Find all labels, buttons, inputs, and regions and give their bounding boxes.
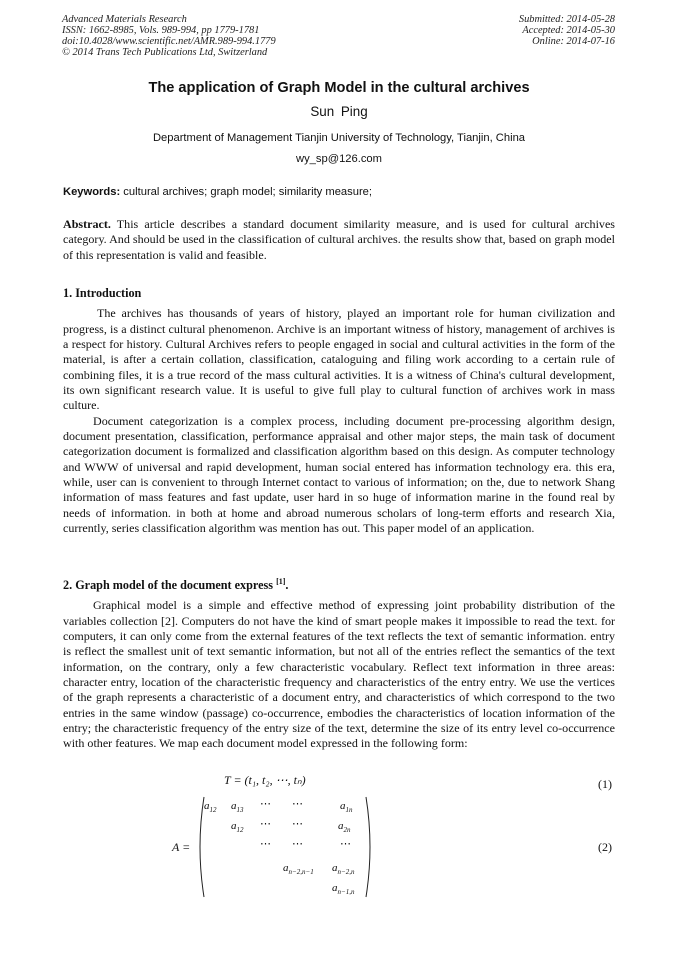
submitted-date: Submitted: 2014-05-28 bbox=[518, 14, 615, 25]
paragraph: The archives has thousands of years of history, played an important role for human civilization and progress, is a distinct cultural phenomenon. Archive is an important witness of history, management of archives is a respect for history. Cultural Archives refers to people engaged in social and cultural activities in the form of the material, is after a certain collation, classification, cataloguing and filing work according to a certain rule of combining files, it is a true record of the mass cultural activities. It is a witness of China's cultural development, its own significant research value. It is useful to give full play to cultural function of archives work in mass culture. bbox=[63, 306, 615, 413]
journal-copyright: © 2014 Trans Tech Publications Ltd, Switzerland bbox=[62, 47, 268, 58]
section-heading-end: . bbox=[285, 578, 289, 592]
matrix-entry: $a_{n-2,n}$ bbox=[332, 862, 355, 877]
matrix-dots: ⋯ bbox=[260, 798, 272, 810]
abstract bbox=[63, 217, 615, 263]
journal-doi: doi:10.4028/www.scientific.net/AMR.989-994.1779 bbox=[62, 36, 276, 47]
submission-dates bbox=[519, 14, 615, 47]
author-name: Sun Ping bbox=[310, 104, 368, 119]
keywords-text: cultural archives; graph model; similarity measure; bbox=[120, 186, 373, 198]
matrix-dots: ⋯ bbox=[340, 838, 352, 850]
journal-header bbox=[62, 14, 276, 58]
matrix-entry: $a_{1n}$ bbox=[340, 800, 353, 815]
abstract-text: This article describes a standard document similarity measure, and is used for cultural archives category. And should be used in the classification of cultural archives. the results show that, based on graph model of this representation is valid and feasible. bbox=[63, 217, 615, 262]
matrix-entry: $a_{n-2,n-1}$ bbox=[283, 862, 314, 877]
abstract-label: Abstract. bbox=[63, 217, 111, 231]
matrix-dots: ⋯ bbox=[260, 838, 272, 850]
matrix-dots: ⋯ bbox=[292, 818, 304, 830]
matrix-dots: ⋯ bbox=[292, 798, 304, 810]
online-date: Online: 2014-07-16 bbox=[532, 36, 615, 47]
section-introduction bbox=[63, 286, 615, 537]
keywords bbox=[63, 186, 615, 198]
matrix-entry: $a_{12}$ bbox=[231, 820, 244, 835]
paper-title: The application of Graph Model in the cultural archives bbox=[148, 80, 530, 96]
paragraph: Document categorization is a complex process, including document pre-processing algorithm design, document presentation, classification, performance appraisal and other major steps, the main task of document categorization document is formalized and classification algorithm based on this design. As computer technology and WWW of universal and rapid development, human social entered has information technology era. this era, while, user can is convenient to through Internet contact to various of information; on the, due to network Shang information of mass features and fast update, user hard in so huge of information marine in the found real by needs of information. in both at home and abroad numerous scholars of long-term efforts and research Xia, currently, series classification algorithm was mention has out. This paper model of an application. bbox=[63, 413, 615, 536]
section-heading: 1. Introduction bbox=[63, 286, 142, 300]
section-heading bbox=[63, 578, 615, 593]
keywords-label: Keywords: bbox=[63, 186, 121, 198]
matrix-dots: ⋯ bbox=[260, 818, 272, 830]
equation-2-number: (2) bbox=[598, 840, 612, 854]
matrix-entry: $a_{2n}$ bbox=[338, 820, 351, 835]
section-heading-text: 2. Graph model of the document express bbox=[63, 578, 274, 592]
matrix-entry: $a_{n-1,n}$ bbox=[332, 882, 355, 897]
citation-ref[interactable]: [1] bbox=[276, 576, 286, 586]
matrix-entry: $a_{12}$ bbox=[204, 800, 217, 815]
equation-1: T = (t₁, t₂, ⋯, tₙ) bbox=[224, 773, 306, 787]
matrix-dots: ⋯ bbox=[292, 838, 304, 850]
journal-name: Advanced Materials Research bbox=[62, 14, 187, 25]
equation-2-label: A = bbox=[172, 840, 191, 854]
equation-1-number: (1) bbox=[598, 777, 612, 791]
accepted-date: Accepted: 2014-05-30 bbox=[522, 25, 615, 36]
paragraph: Graphical model is a simple and effective method of expressing joint probability distribution of the variables collection [2]. Computers do not have the kind of smart people makes it impossible to read the text. for computers, it can only come from the external features of the text reflects the text of semantic information. entry is reflect the smallest unit of text semantic information, but not all of the entries reflect the semantics of the text information, on the contrary, only a few characteristic vocabulary. Reflect text information in three areas: character entry, location of the characteristic frequency and characteristics of the entry entry. We use the vertices of the graph represents a characteristic of a document entry, and characteristics of which correspond to the two entries in the same window (passage) co-occurrence, embodies the characteristics of location information of the entry; the characteristic frequency of the entry size of the text, determine the size of its entry level co-occurrence with other features. We map each document model expressed in the following form: bbox=[63, 598, 615, 751]
author-email[interactable]: wy_sp@126.com bbox=[296, 153, 382, 165]
matrix-entry: $a_{13}$ bbox=[231, 800, 244, 815]
journal-issn: ISSN: 1662-8985, Vols. 989-994, pp 1779-1781 bbox=[62, 25, 260, 36]
affiliation: Department of Management Tianjin University of Technology, Tianjin, China bbox=[152, 132, 526, 144]
section-graph-model bbox=[63, 578, 615, 752]
